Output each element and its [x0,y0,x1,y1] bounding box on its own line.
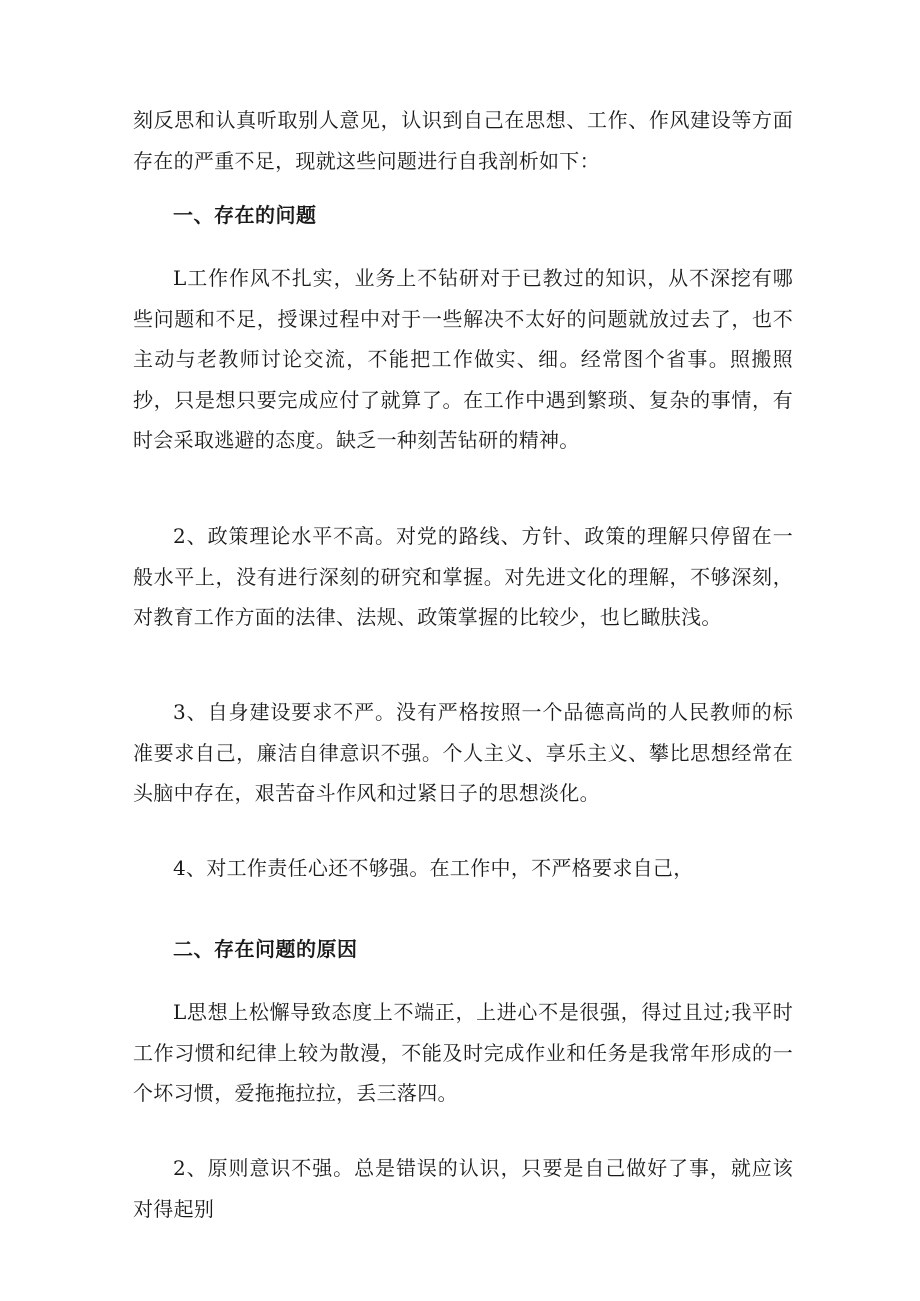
problem-item-1: L工作作风不扎实，业务上不钻研对于已教过的知识，从不深挖有哪些问题和不足，授课过程中对于一些解决不太好的问题就放过去了，也不主动与老教师讨论交流，不能把工作做实、细。经常图个省事。照搬照抄，只是想只要完成应付了就算了。在工作中遇到繁琐、复杂的事情，有时会采取逃避的态度。缺乏一种刻苦钻研的精神。 [133,266,793,452]
cause-item-1: L思想上松懈导致态度上不端正，上进心不是很强，得过且过;我平时工作习惯和纪律上较为散漫，不能及时完成作业和任务是我常年形成的一个坏习惯，爱拖拖拉拉，丢三落四。 [133,1000,793,1105]
problem-item-4: 4、对工作责任心还不够强。在工作中，不严格要求自己， [173,856,694,880]
section-heading-problems: 一、存在的问题 [173,203,317,227]
section-heading-causes: 二、存在问题的原因 [173,937,358,961]
problem-item-2: 2、政策理论水平不高。对党的路线、方针、政策的理解只停留在一般水平上，没有进行深刻的研究和掌握。对先进文化的理解，不够深刻，对教育工作方面的法律、法规、政策掌握的比较少，也匕瞰肤浅。 [133,524,793,629]
intro-paragraph: 刻反思和认真听取别人意见，认识到自己在思想、工作、作风建设等方面存在的严重不足，现就这些问题进行自我剖析如下： [133,108,793,173]
problem-item-3: 3、自身建设要求不严。没有严格按照一个品德高尚的人民教师的标准要求自己，廉洁自律意识不强。个人主义、享乐主义、攀比思想经常在头脑中存在，艰苦奋斗作风和过紧日子的思想淡化。 [133,700,793,805]
cause-item-2: 2、原则意识不强。总是错误的认识，只要是自己做好了事，就应该对得起别 [133,1156,793,1221]
